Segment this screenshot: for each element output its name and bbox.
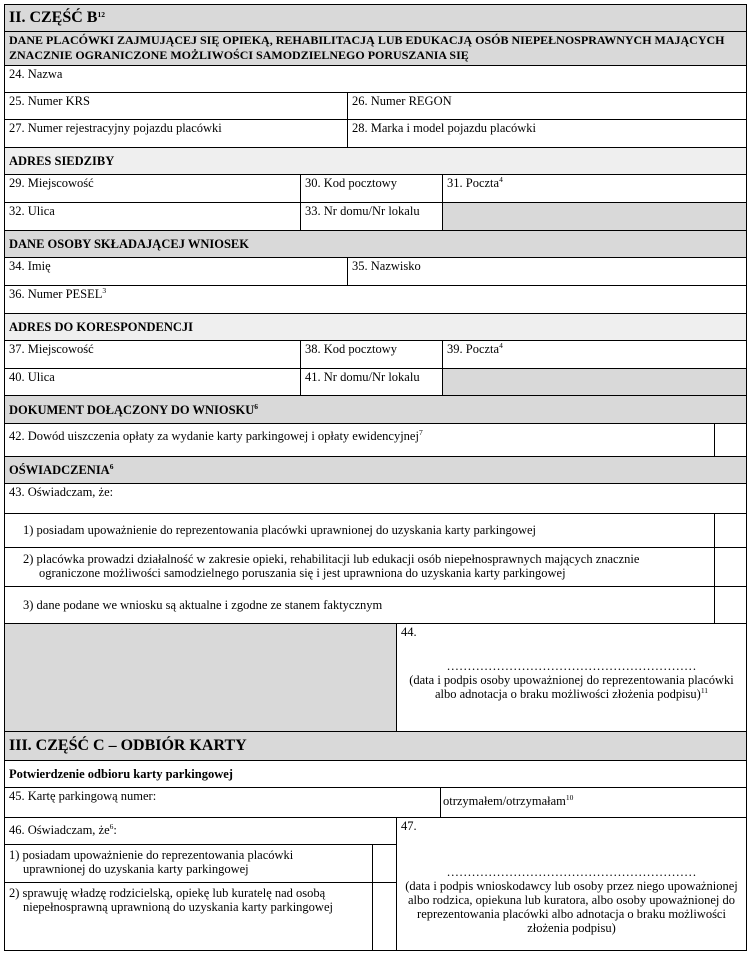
checkbox-c-1[interactable] bbox=[372, 844, 397, 883]
field-29-city[interactable]: 29. Miejscowość bbox=[4, 174, 301, 203]
field-38-postal-code[interactable]: 38. Kod pocztowy bbox=[300, 340, 443, 369]
applicant-section-header: DANE OSOBY SKŁADAJĄCEJ WNIOSEK bbox=[4, 230, 747, 258]
field-41-house-number[interactable]: 41. Nr domu/Nr lokalu bbox=[300, 368, 443, 396]
address-section-header: ADRES SIEDZIBY bbox=[4, 147, 747, 175]
facility-section-header: DANE PLACÓWKI ZAJMUJĄCEJ SIĘ OPIEKĄ, REHABILITACJĄ LUB EDUKACJĄ OSÓB NIEPEŁNOSPRAWNYCH MAJĄCYCH ZNACZNIE OGRANICZONE MOŻLIWOŚCI SAMODZIELNEGO PORUSZANIA SIĘ bbox=[4, 31, 747, 66]
field-35-surname[interactable]: 35. Nazwisko bbox=[347, 257, 747, 286]
field-44-signature[interactable]: 44. …………………………………………………… (data i podpis osoby upoważnionej do reprezentowania placówki albo adnotacja o braku możliwości złożenia podpisu)$^{11}$ bbox=[396, 623, 747, 732]
received-label: otrzymałem/otrzymałam$^{10}$ bbox=[440, 787, 747, 818]
confirm-header: Potwierdzenie odbioru karty parkingowej bbox=[4, 760, 747, 788]
field-24-name[interactable]: 24. Nazwa bbox=[4, 65, 747, 93]
checkbox-declaration-3[interactable] bbox=[714, 586, 747, 624]
field-34-first-name[interactable]: 34. Imię bbox=[4, 257, 348, 286]
field-40-street[interactable]: 40. Ulica bbox=[4, 368, 301, 396]
field-45-card-number[interactable]: 45. Kartę parkingową numer: bbox=[4, 787, 441, 818]
field-36-pesel[interactable]: 36. Numer PESEL$^3$ bbox=[4, 285, 747, 314]
field-37-city[interactable]: 37. Miejscowość bbox=[4, 340, 301, 369]
declarations-section-header: OŚWIADCZENIA $^6$ bbox=[4, 456, 747, 484]
field-30-postal-code[interactable]: 30. Kod pocztowy bbox=[300, 174, 443, 203]
field-32-street[interactable]: 32. Ulica bbox=[4, 202, 301, 231]
checkbox-declaration-2[interactable] bbox=[714, 547, 747, 587]
part-c-title: III. CZĘŚĆ C – ODBIÓR KARTY bbox=[4, 731, 747, 761]
checkbox-declaration-1[interactable] bbox=[714, 513, 747, 548]
blank-cell-grey bbox=[442, 202, 747, 231]
field-47-signature[interactable]: 47. …………………………………………………… (data i podpis wnioskodawcy lub osoby przez niego upoważnionej albo rodzica, opiekuna lub kuratora, albo osoby upoważnionej do reprezentowania placówki albo adnotacja o braku możliwości złożenia podpisu) bbox=[396, 817, 747, 951]
field-39-post-office[interactable]: 39. Poczta$^4$ bbox=[442, 340, 747, 369]
declaration-1: 1) posiadam upoważnienie do reprezentowania placówki uprawnionej do uzyskania karty parkingowej bbox=[4, 513, 715, 548]
field-31-post-office[interactable]: 31. Poczta$^4$ bbox=[442, 174, 747, 203]
field-43-declaration: 43. Oświadczam, że: bbox=[4, 483, 747, 514]
correspondence-section-header: ADRES DO KORESPONDENCJI bbox=[4, 313, 747, 341]
field-27-registration[interactable]: 27. Numer rejestracyjny pojazdu placówki bbox=[4, 119, 348, 148]
document-section-header: DOKUMENT DOŁĄCZONY DO WNIOSKU $^6$ bbox=[4, 395, 747, 424]
field-42-payment-proof: 42. Dowód uiszczenia opłaty za wydanie karty parkingowej i opłaty ewidencyjnej$^7$ bbox=[4, 423, 715, 457]
checkbox-c-2[interactable] bbox=[372, 882, 397, 951]
declaration-c-2: 2) sprawuję władzę rodzicielską, opiekę lub kuratelę nad osobą niepełnosprawną uprawnioną do uzyskania karty parkingowej bbox=[4, 882, 373, 951]
field-26-regon[interactable]: 26. Numer REGON bbox=[347, 92, 747, 120]
field-25-krs[interactable]: 25. Numer KRS bbox=[4, 92, 348, 120]
checkbox-42[interactable] bbox=[714, 423, 747, 457]
field-33-house-number[interactable]: 33. Nr domu/Nr lokalu bbox=[300, 202, 443, 231]
blank-cell-grey bbox=[4, 623, 397, 732]
declaration-2: 2) placówka prowadzi działalność w zakresie opieki, rehabilitacji lub edukacji osób niepełnosprawnych mających znacznie ograniczone możliwości samodzielnego poruszania się i jest uprawniona do uzyskania karty parkingowej bbox=[4, 547, 715, 587]
field-46-declaration: 46. Oświadczam, $że^6$: bbox=[4, 817, 397, 845]
declaration-3: 3) dane podane we wniosku są aktualne i zgodne ze stanem faktycznym bbox=[4, 586, 715, 624]
part-b-title: II. CZĘŚĆ B $^{12}$ bbox=[4, 4, 747, 32]
blank-cell-grey bbox=[442, 368, 747, 396]
declaration-c-1: 1) posiadam upoważnienie do reprezentowania placówki uprawnionej do uzyskania karty parkingowej bbox=[4, 844, 373, 883]
field-28-make-model[interactable]: 28. Marka i model pojazdu placówki bbox=[347, 119, 747, 148]
